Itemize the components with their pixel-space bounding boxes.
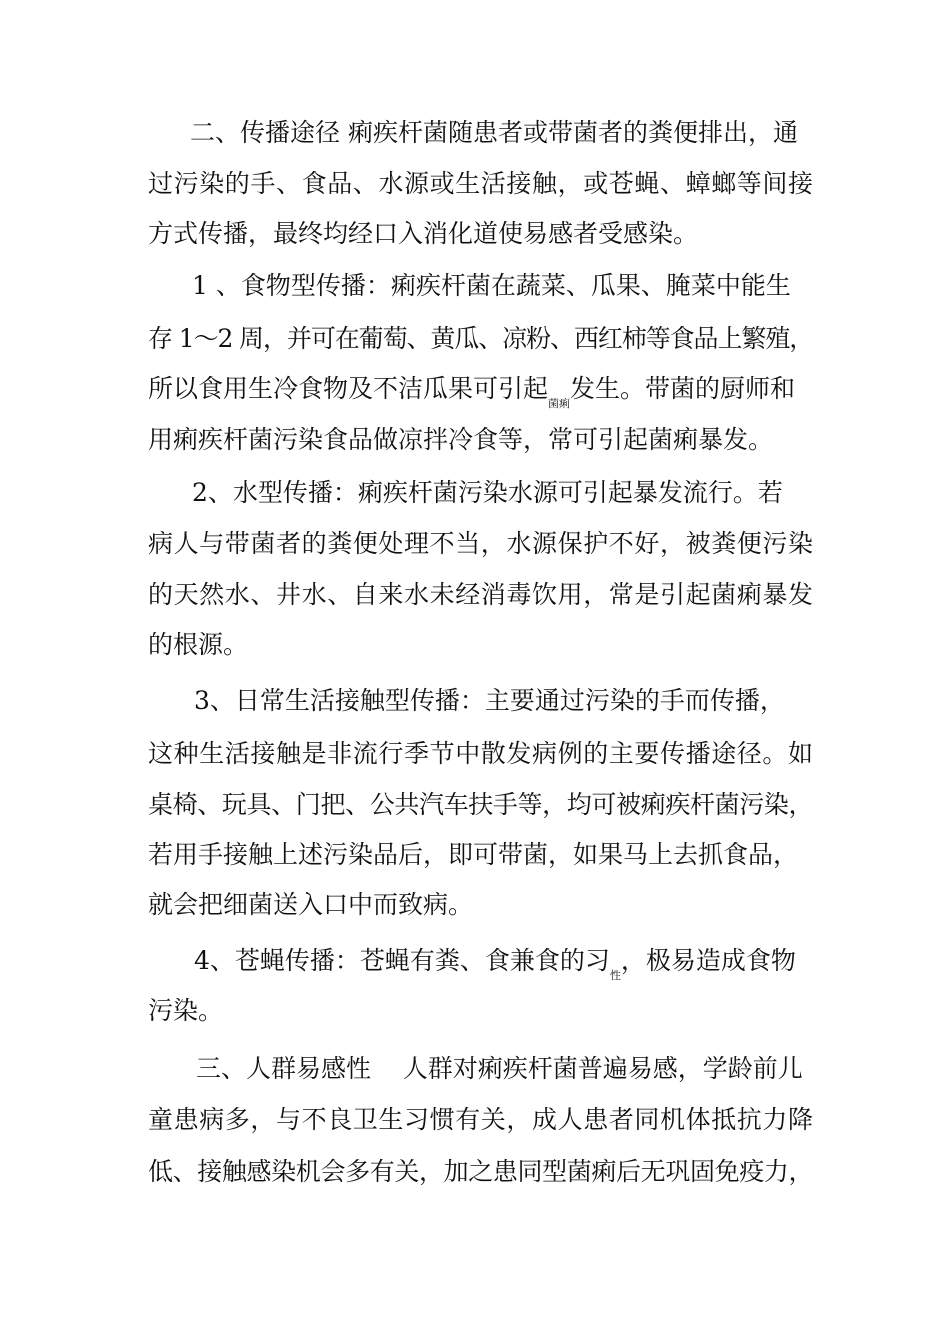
- paragraph-line: 过污染的手、食品、水源或生活接触，或苍蝇、蟑螂等间接: [148, 169, 813, 198]
- paragraph-line-with-subscript: [148, 372, 813, 410]
- paragraph-line: 这种生活接触是非流行季节中散发病例的主要传播途径。如: [148, 739, 813, 768]
- subscript-text: 性: [609, 969, 621, 982]
- paragraph-line: 1 、食物型传播：痢疾杆菌在蔬菜、瓜果、腌菜中能生: [192, 271, 791, 300]
- paragraph-line: 方式传播，最终均经口入消化道使易感者受感染。: [148, 219, 699, 248]
- text-run: 发生。带菌的厨师和: [570, 374, 796, 403]
- text-run: ，极易造成食物: [620, 946, 796, 975]
- text-run: 所以食用生冷食物及不洁瓜果可引起: [148, 374, 549, 403]
- paragraph-line: 病人与带菌者的粪便处理不当，水源保护不好，被粪便污染: [148, 529, 813, 558]
- paragraph-line: 若用手接触上述污染品后，即可带菌，如果马上去抓食品，: [148, 840, 799, 869]
- paragraph-line: 污染。: [148, 996, 224, 1025]
- paragraph-line: 的天然水、井水、自来水未经消毒饮用，常是引起菌痢暴发: [148, 580, 813, 609]
- paragraph-line: 2、水型传播：痢疾杆菌污染水源可引起暴发流行。若: [192, 478, 783, 507]
- paragraph-line: 用痢疾杆菌污染食品做凉拌冷食等，常可引起菌痢暴发。: [148, 425, 774, 454]
- text-run: 4、苍蝇传播：苍蝇有粪、食兼食的习: [194, 946, 610, 975]
- paragraph-line: 三、人群易感性 人群对痢疾杆菌普遍易感，学龄前儿: [196, 1054, 803, 1083]
- paragraph-line: 3、日常生活接触型传播：主要通过污染的手而传播，: [194, 686, 785, 715]
- paragraph-line: 童患病多，与不良卫生习惯有关，成人患者同机体抵抗力降: [148, 1105, 813, 1134]
- paragraph-line: 存 1～2 周，并可在葡萄、黄瓜、凉粉、西红柿等食品上繁殖，: [148, 324, 813, 353]
- paragraph-line: 的根源。: [148, 630, 249, 659]
- paragraph-line: 桌椅、玩具、门把、公共汽车扶手等，均可被痢疾杆菌污染，: [148, 790, 813, 819]
- paragraph-line: 低、接触感染机会多有关，加之患同型菌痢后无巩固免疫力，: [148, 1157, 813, 1186]
- paragraph-line: 就会把细菌送入口中而致病。: [148, 890, 474, 919]
- paragraph-line-with-subscript: [194, 944, 813, 982]
- paragraph-line: 二、传播途径 痢疾杆菌随患者或带菌者的粪便排出，通: [190, 118, 798, 147]
- subscript-text: 菌痢: [548, 397, 571, 410]
